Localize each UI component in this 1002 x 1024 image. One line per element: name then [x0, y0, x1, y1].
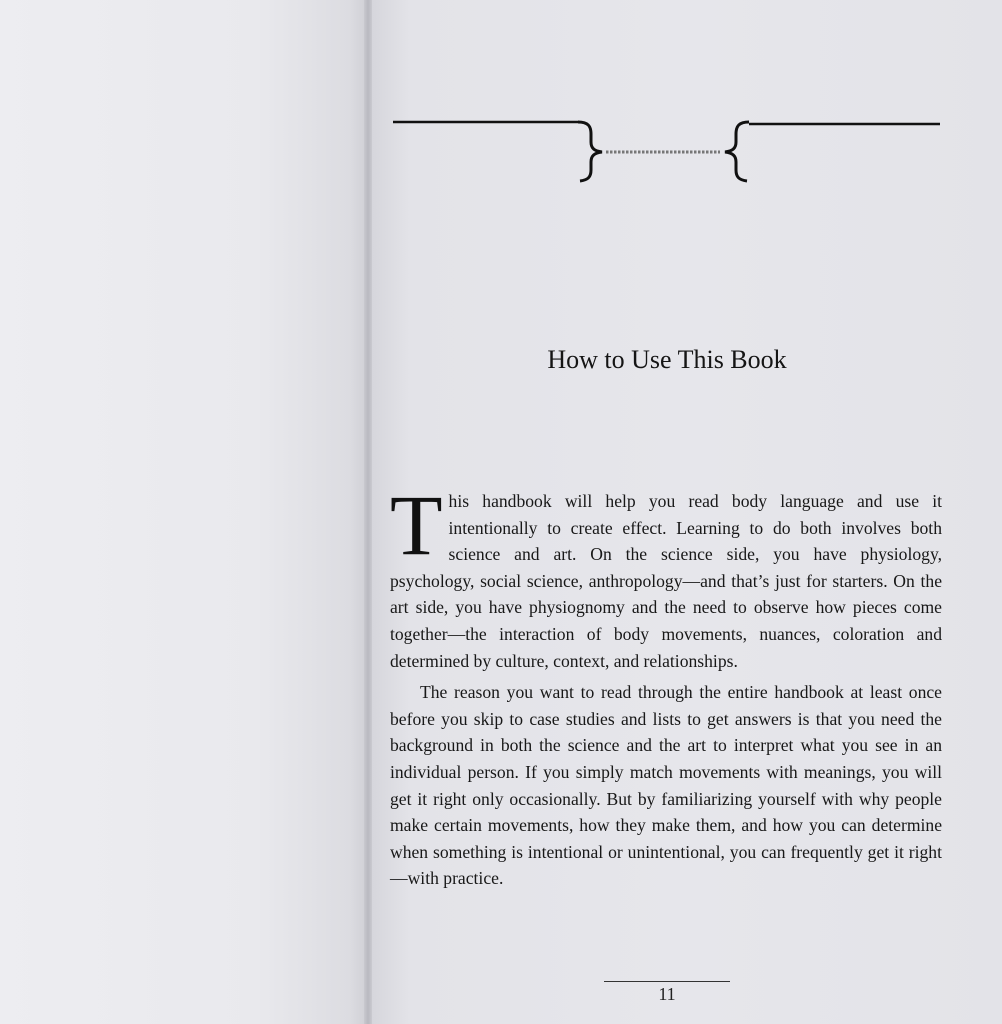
- ornament-right-brace: [725, 122, 749, 181]
- right-page: [372, 0, 1002, 1024]
- paragraph-1: [390, 477, 942, 674]
- paragraph-1-text: his handbook will help you read body language and use it intentionally to create effect. Learning to do both involves both science and art. On the science side, you have physiology, psychology, social science, anthropology—and that’s just for starters. On the art side, you have physiognomy and the need to observe how pieces come together—the interaction of body movements, nuances, coloration and determined by culture, context, and relationships.: [390, 491, 942, 671]
- ornament-left-brace: [578, 122, 602, 181]
- left-blank-page: [0, 0, 368, 1024]
- footer-rule: [604, 981, 730, 982]
- paragraph-2: The reason you want to read through the entire handbook at least once before you skip to case studies and lists to get answers is that you need the background in both the science and the art to interpret what you see in an individual person. If you simply match movements with meanings, you will get it right only occasionally. But by familiarizing yourself with why people make certain movements, how they make them, and how you can determine when something is intentional or unintentional, you can frequently get it right—with practice.: [390, 682, 942, 889]
- chapter-title: How to Use This Book: [547, 345, 787, 374]
- body-text: [390, 477, 942, 892]
- chapter-ornament: [372, 0, 1002, 200]
- page-number: 11: [658, 984, 676, 1004]
- drop-cap: T: [390, 477, 443, 573]
